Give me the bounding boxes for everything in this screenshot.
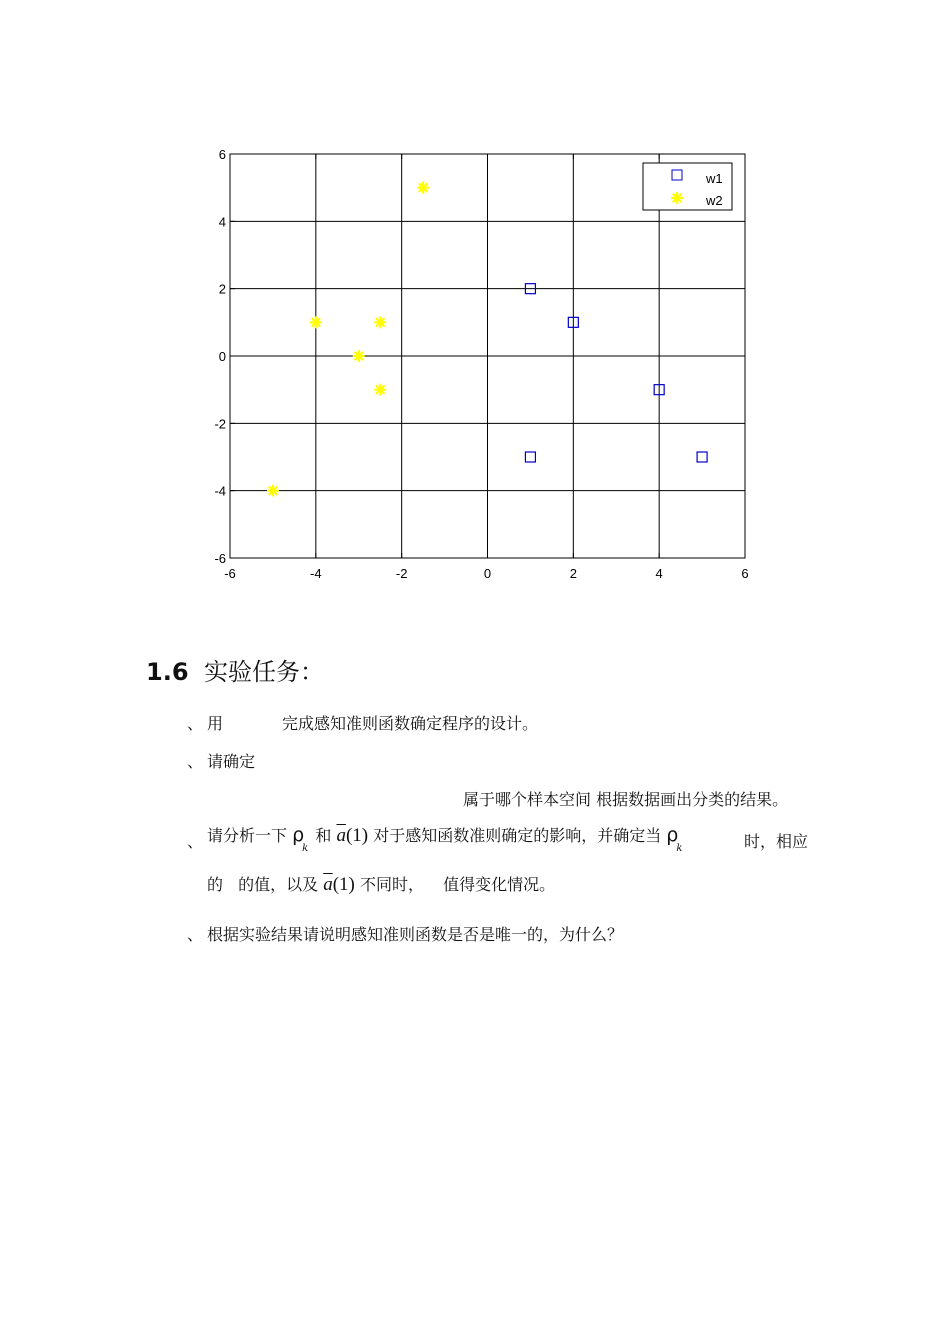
y-tick-label: 0	[218, 349, 226, 364]
item-3-l2a: 的	[207, 875, 224, 894]
point-w2-core	[378, 320, 383, 325]
rho-subscript-2: k	[676, 843, 683, 854]
item-3-line-1	[207, 823, 684, 854]
point-w1	[525, 452, 535, 462]
y-tick-label: -2	[214, 416, 226, 432]
scatter-chart	[0, 0, 950, 620]
y-tick-label: -6	[214, 551, 226, 566]
section-heading	[146, 652, 324, 687]
y-tick-label: 6	[218, 147, 226, 162]
item-1-post: 完成感知准则函数确定程序的设计。	[282, 714, 539, 733]
item-3-bullet: 、	[187, 832, 204, 851]
item-3-l2c: 不同时，	[359, 875, 424, 894]
a-bar-symbol-2: $\overline{a}(1)$	[323, 874, 355, 895]
x-tick-label: -2	[395, 566, 408, 581]
item-3-t4: 时，相应	[744, 832, 809, 851]
item-3-t2: 和	[315, 826, 332, 845]
item-4-bullet: 、	[187, 925, 204, 944]
item-3-l2d: 值得变化情况。	[443, 875, 556, 894]
x-tick-label: -4	[310, 566, 322, 581]
point-w2-core	[421, 185, 426, 190]
item-4-text: 根据实验结果请说明感知准则函数是否是唯一的，为什么？	[207, 925, 624, 944]
point-w1	[697, 452, 707, 462]
section-number: 1.6	[146, 658, 189, 686]
point-w2-core	[270, 488, 275, 493]
legend-star-w2-core	[675, 196, 680, 201]
x-tick-label: 2	[569, 566, 577, 581]
rho-symbol-2: ρ	[666, 824, 679, 846]
item-3-t3: 对于感知函数准则确定的影响，并确定当	[373, 826, 662, 845]
y-tick-label: 4	[218, 214, 226, 230]
y-tick-label: 2	[218, 281, 226, 297]
legend-label-w2: w2	[706, 193, 723, 208]
x-tick-label: 0	[483, 566, 492, 581]
x-tick-labels	[224, 566, 748, 581]
y-tick-labels	[214, 147, 226, 566]
item-1-bullet: 、	[187, 714, 204, 733]
chart-grid	[230, 154, 745, 558]
legend-label-w1: w1	[706, 171, 723, 186]
rho-symbol: ρ	[292, 824, 305, 846]
item-3-line-2	[207, 872, 555, 896]
legend	[643, 163, 732, 210]
rho-subscript: k	[302, 843, 309, 854]
item-3-t1: 请分析一下	[207, 826, 288, 845]
item-3-l2b: 的值，以及	[238, 875, 319, 894]
a-bar-symbol: $\overline{a}(1)$	[336, 825, 369, 846]
x-tick-label: 4	[655, 566, 663, 581]
point-w2-core	[313, 320, 318, 325]
y-tick-label: -4	[214, 483, 226, 499]
point-w2-core	[356, 354, 361, 359]
item-1-pre: 用	[207, 714, 224, 733]
x-tick-label: 6	[741, 566, 749, 581]
point-w2-core	[378, 387, 383, 392]
item-2-text: 请确定	[207, 752, 256, 771]
section-title: 实验任务：	[204, 658, 324, 686]
item-2-cont: 属于哪个样本空间 根据数据画出分类的结果。	[463, 790, 789, 809]
x-tick-label: -6	[224, 566, 236, 581]
legend-marker-w2	[671, 192, 683, 204]
item-2-bullet: 、	[187, 752, 204, 771]
